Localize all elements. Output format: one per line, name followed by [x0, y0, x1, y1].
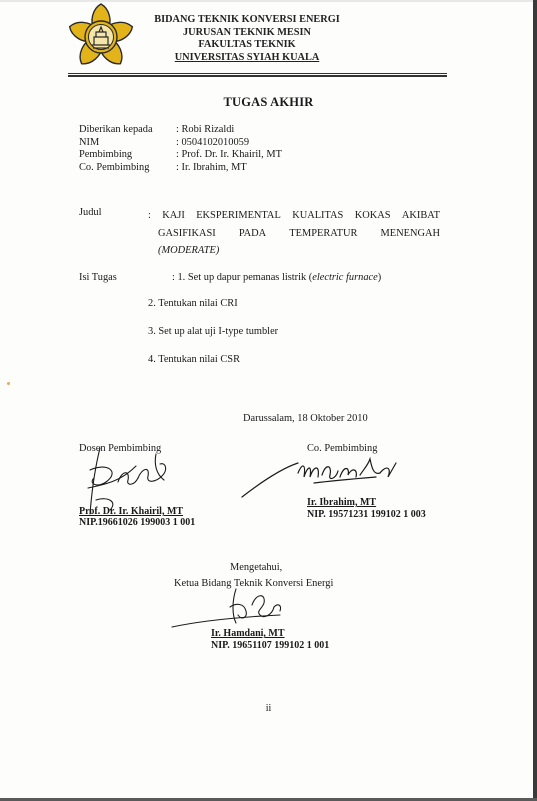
co-supervisor-name: Ir. Ibrahim, MT — [307, 497, 377, 508]
tugas-item-4: 4. Tentukan nilai CSR — [148, 354, 241, 365]
judul-line-2 — [148, 225, 440, 243]
head-of-field-nip: NIP. 19651107 199102 1 001 — [211, 640, 330, 651]
info-row — [79, 124, 282, 137]
letterhead — [132, 14, 362, 64]
info-label: NIM — [79, 136, 100, 148]
judul-word: MENENGAH — [380, 227, 440, 239]
scan-speck — [7, 382, 10, 385]
info-row — [79, 149, 282, 162]
info-label: Co. Pembimbing — [79, 162, 150, 174]
supervisor-name: Prof. Dr. Ir. Khairil, MT — [79, 506, 184, 517]
document-title: TUGAS AKHIR — [223, 95, 314, 109]
scan-right-edge — [533, 0, 537, 801]
letterhead-line-university: UNIVERSITAS SYIAH KUALA — [174, 51, 320, 63]
judul-word: KAJI — [162, 210, 185, 221]
letterhead-rule — [68, 73, 447, 74]
letterhead-line-department: BIDANG TEKNIK KONVERSI ENERGI — [154, 14, 340, 25]
judul-line-3: (MODERATE) — [158, 245, 220, 256]
info-label: Pembimbing — [79, 149, 133, 161]
university-crest-icon — [66, 2, 136, 72]
judul-word: PADA — [238, 227, 267, 239]
co-supervisor-role: Co. Pembimbing — [307, 443, 378, 454]
judul-colon: : — [148, 210, 151, 221]
head-of-field-name: Ir. Hamdani, MT — [211, 628, 285, 639]
judul-label: Judul — [79, 207, 102, 218]
letterhead-line-major: JURUSAN TEKNIK MESIN — [183, 26, 311, 38]
tugas-item-3: 3. Set up alat uji I-type tumbler — [148, 326, 279, 337]
assignment-info — [79, 124, 282, 175]
acknowledgement-intro: Mengetahui, — [230, 562, 283, 573]
info-value: : 0504102010059 — [176, 136, 250, 148]
info-value: : Prof. Dr. Ir. Khairil, MT — [176, 149, 282, 161]
tugas-item-1-close: ) — [377, 272, 382, 283]
judul-word: KUALITAS — [292, 210, 344, 221]
head-of-field-role: Ketua Bidang Teknik Konversi Energi — [174, 578, 334, 589]
supervisor-nip: NIP.19661026 199003 1 001 — [79, 517, 196, 528]
judul-word: AKIBAT — [401, 210, 440, 221]
letterhead-line-faculty: FAKULTAS TEKNIK — [198, 39, 296, 51]
info-row — [79, 137, 282, 150]
co-supervisor-nip: NIP. 19571231 199102 1 003 — [307, 509, 426, 520]
info-value: : Ir. Ibrahim, MT — [176, 162, 247, 174]
tugas-item-1 — [172, 272, 381, 283]
letterhead-rule-thick — [68, 75, 447, 77]
tugas-item-1-text: : 1. Set up dapur pemanas listrik ( — [172, 272, 313, 283]
place-and-date: Darussalam, 18 Oktober 2010 — [243, 413, 368, 424]
supervisor-role: Dosen Pembimbing — [79, 443, 162, 454]
judul-word: TEMPERATUR — [289, 227, 358, 239]
judul-word: EKSPERIMENTAL — [196, 210, 281, 221]
judul-word: GASIFIKASI — [158, 227, 216, 239]
page-number: ii — [265, 703, 272, 714]
info-label: Diberikan kepada — [79, 124, 153, 135]
tugas-item-2: 2. Tentukan nilai CRI — [148, 298, 238, 309]
judul-line-1 — [148, 207, 440, 225]
info-row — [79, 162, 282, 175]
judul-word: KOKAS — [354, 210, 391, 221]
info-value: : Robi Rizaldi — [176, 124, 235, 135]
tugas-label: Isi Tugas — [79, 272, 117, 283]
tugas-item-1-term: electric furnace — [312, 272, 378, 283]
judul-value — [148, 207, 440, 260]
